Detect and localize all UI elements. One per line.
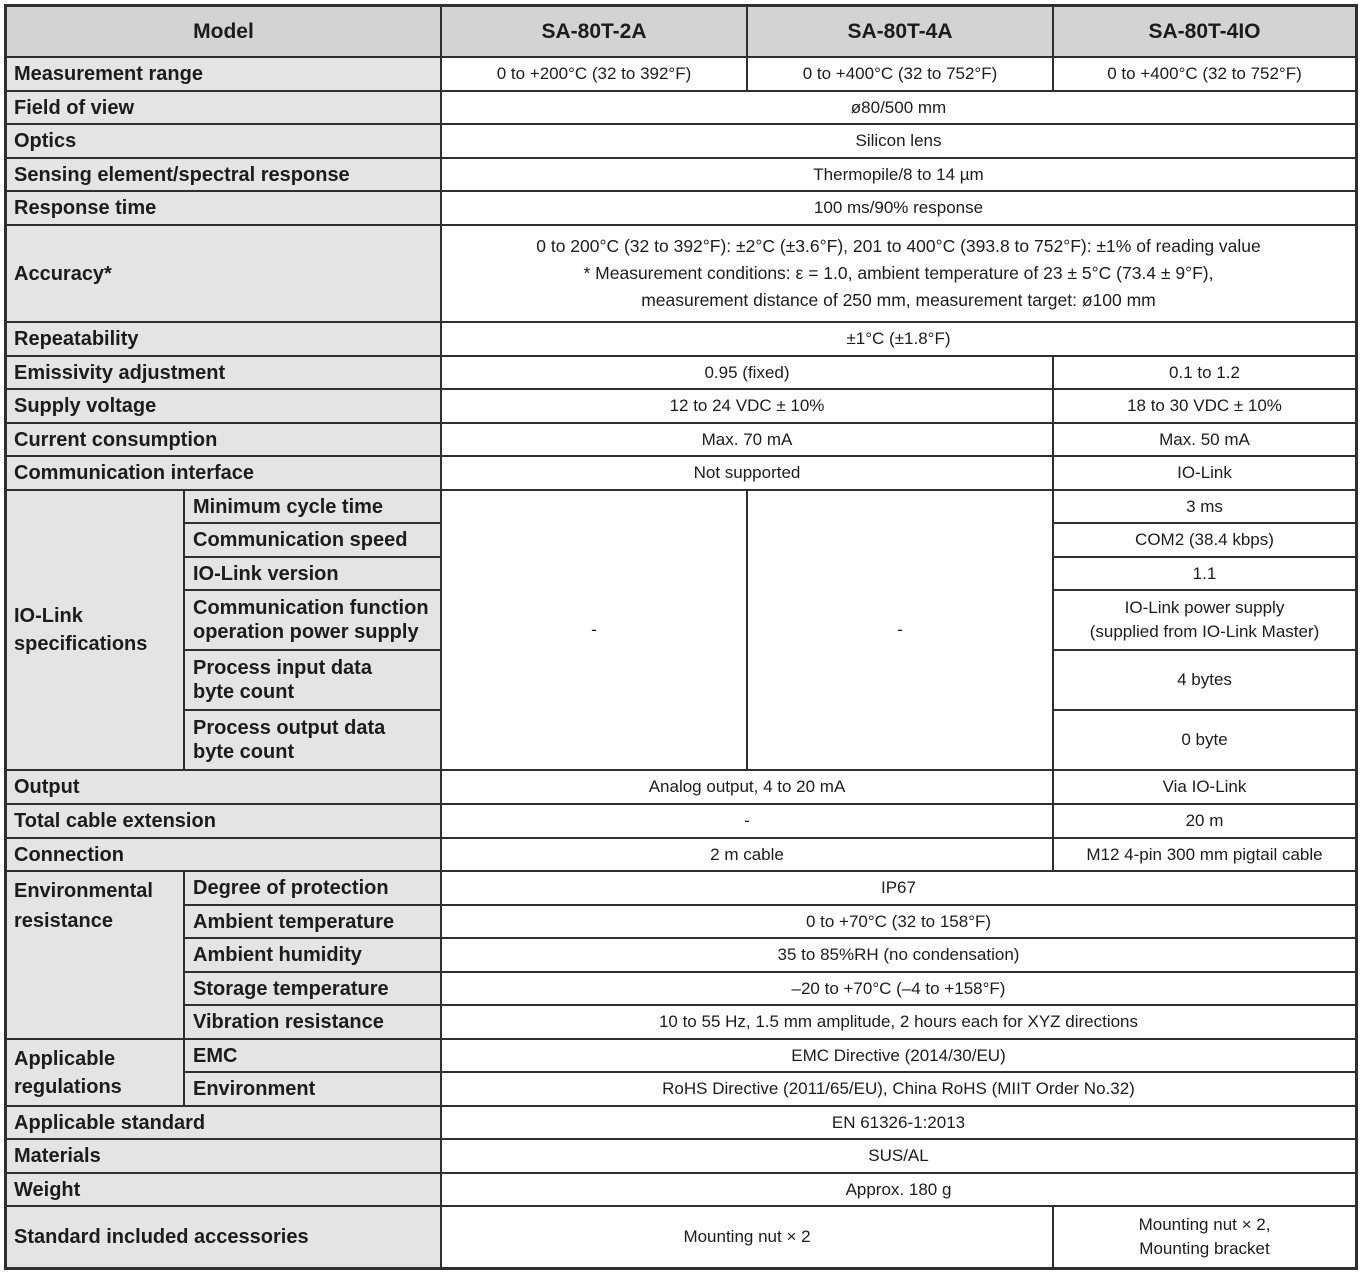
value-storage-temperature: –20 to +70°C (–4 to +158°F) [442, 973, 1355, 1004]
label-applicable-regulations: Applicable regulations [7, 1040, 183, 1105]
label-emissivity-adjustment: Emissivity adjustment [7, 357, 440, 388]
label-weight: Weight [7, 1174, 440, 1205]
label-emc: EMC [185, 1040, 440, 1071]
value-communication-interface-2a-4a: Not supported [442, 457, 1052, 489]
value-output-2a-4a: Analog output, 4 to 20 mA [442, 771, 1052, 803]
label-environment: Environment [185, 1073, 440, 1105]
label-storage-temperature: Storage temperature [185, 973, 440, 1004]
label-total-cable-extension: Total cable extension [7, 805, 440, 837]
label-communication-speed: Communication speed [185, 524, 440, 556]
value-accessories-2a-4a: Mounting nut × 2 [442, 1207, 1052, 1267]
value-measurement-range-sa-80t-2a: 0 to +200°C (32 to 392°F) [442, 58, 746, 90]
label-standard-included-accessories: Standard included accessories [7, 1207, 440, 1267]
label-field-of-view: Field of view [7, 92, 440, 123]
label-communication-function: Communication function operation power supply [185, 591, 440, 649]
header-model-sa-80t-4a: SA-80T-4A [748, 7, 1052, 56]
label-environmental-resistance: Environmental resistance [7, 872, 183, 1038]
value-io-link-sa-80t-2a: - [442, 491, 746, 769]
label-communication-interface: Communication interface [7, 457, 440, 489]
label-sensing-element: Sensing element/spectral response [7, 159, 440, 190]
value-degree-of-protection: IP67 [442, 872, 1355, 904]
header-model-sa-80t-4io: SA-80T-4IO [1054, 7, 1355, 56]
value-emc: EMC Directive (2014/30/EU) [442, 1040, 1355, 1071]
value-minimum-cycle-time: 3 ms [1054, 491, 1355, 522]
value-optics: Silicon lens [442, 125, 1355, 157]
label-degree-of-protection: Degree of protection [185, 872, 440, 904]
value-measurement-range-sa-80t-4a: 0 to +400°C (32 to 752°F) [748, 58, 1052, 90]
value-accuracy: 0 to 200°C (32 to 392°F): ±2°C (±3.6°F), 201 to 400°C (393.8 to 752°F): ±1% of reading value * Measurement conditions: ε = 1.0, ambient temperature of 23 ± 5°C (73.4 ± 9°F), measurement distance of 250 mm, measurement target: ø100 mm [442, 226, 1355, 321]
value-supply-voltage-2a-4a: 12 to 24 VDC ± 10% [442, 390, 1052, 422]
value-sensing-element: Thermopile/8 to 14 µm [442, 159, 1355, 190]
label-optics: Optics [7, 125, 440, 157]
spec-table [4, 4, 1358, 1270]
value-communication-interface-4io: IO-Link [1054, 457, 1355, 489]
value-accessories-4io: Mounting nut × 2, Mounting bracket [1054, 1207, 1355, 1267]
label-process-input-data: Process input data byte count [185, 651, 440, 709]
value-connection-2a-4a: 2 m cable [442, 839, 1052, 870]
label-ambient-humidity: Ambient humidity [185, 939, 440, 971]
value-current-consumption-4io: Max. 50 mA [1054, 424, 1355, 455]
value-supply-voltage-4io: 18 to 30 VDC ± 10% [1054, 390, 1355, 422]
value-total-cable-extension-2a-4a: - [442, 805, 1052, 837]
label-current-consumption: Current consumption [7, 424, 440, 455]
label-materials: Materials [7, 1140, 440, 1172]
label-process-output-data: Process output data byte count [185, 711, 440, 769]
label-vibration-resistance: Vibration resistance [185, 1006, 440, 1038]
value-communication-speed: COM2 (38.4 kbps) [1054, 524, 1355, 556]
value-io-link-version: 1.1 [1054, 558, 1355, 589]
header-model-sa-80t-2a: SA-80T-2A [442, 7, 746, 56]
value-ambient-humidity: 35 to 85%RH (no condensation) [442, 939, 1355, 971]
label-output: Output [7, 771, 440, 803]
label-measurement-range: Measurement range [7, 58, 440, 90]
label-connection: Connection [7, 839, 440, 870]
value-materials: SUS/AL [442, 1140, 1355, 1172]
value-emissivity-adjustment-4io: 0.1 to 1.2 [1054, 357, 1355, 388]
value-response-time: 100 ms/90% response [442, 192, 1355, 224]
value-connection-4io: M12 4-pin 300 mm pigtail cable [1054, 839, 1355, 870]
value-environment: RoHS Directive (2011/65/EU), China RoHS (MIIT Order No.32) [442, 1073, 1355, 1105]
value-output-4io: Via IO-Link [1054, 771, 1355, 803]
value-current-consumption-2a-4a: Max. 70 mA [442, 424, 1052, 455]
label-repeatability: Repeatability [7, 323, 440, 355]
value-process-input-data: 4 bytes [1054, 651, 1355, 709]
value-vibration-resistance: 10 to 55 Hz, 1.5 mm amplitude, 2 hours each for XYZ directions [442, 1006, 1355, 1038]
label-io-link-version: IO-Link version [185, 558, 440, 589]
value-emissivity-adjustment-2a-4a: 0.95 (fixed) [442, 357, 1052, 388]
label-supply-voltage: Supply voltage [7, 390, 440, 422]
value-process-output-data: 0 byte [1054, 711, 1355, 769]
header-model-label: Model [7, 7, 440, 56]
label-io-link-specifications: IO-Link specifications [7, 491, 183, 769]
label-minimum-cycle-time: Minimum cycle time [185, 491, 440, 522]
value-communication-function: IO-Link power supply (supplied from IO-Link Master) [1054, 591, 1355, 649]
value-repeatability: ±1°C (±1.8°F) [442, 323, 1355, 355]
value-weight: Approx. 180 g [442, 1174, 1355, 1205]
value-applicable-standard: EN 61326-1:2013 [442, 1107, 1355, 1138]
value-total-cable-extension-4io: 20 m [1054, 805, 1355, 837]
label-ambient-temperature: Ambient temperature [185, 906, 440, 937]
label-response-time: Response time [7, 192, 440, 224]
value-ambient-temperature: 0 to +70°C (32 to 158°F) [442, 906, 1355, 937]
label-applicable-standard: Applicable standard [7, 1107, 440, 1138]
label-accuracy: Accuracy* [7, 226, 440, 321]
value-measurement-range-sa-80t-4io: 0 to +400°C (32 to 752°F) [1054, 58, 1355, 90]
value-io-link-sa-80t-4a: - [748, 491, 1052, 769]
value-field-of-view: ø80/500 mm [442, 92, 1355, 123]
